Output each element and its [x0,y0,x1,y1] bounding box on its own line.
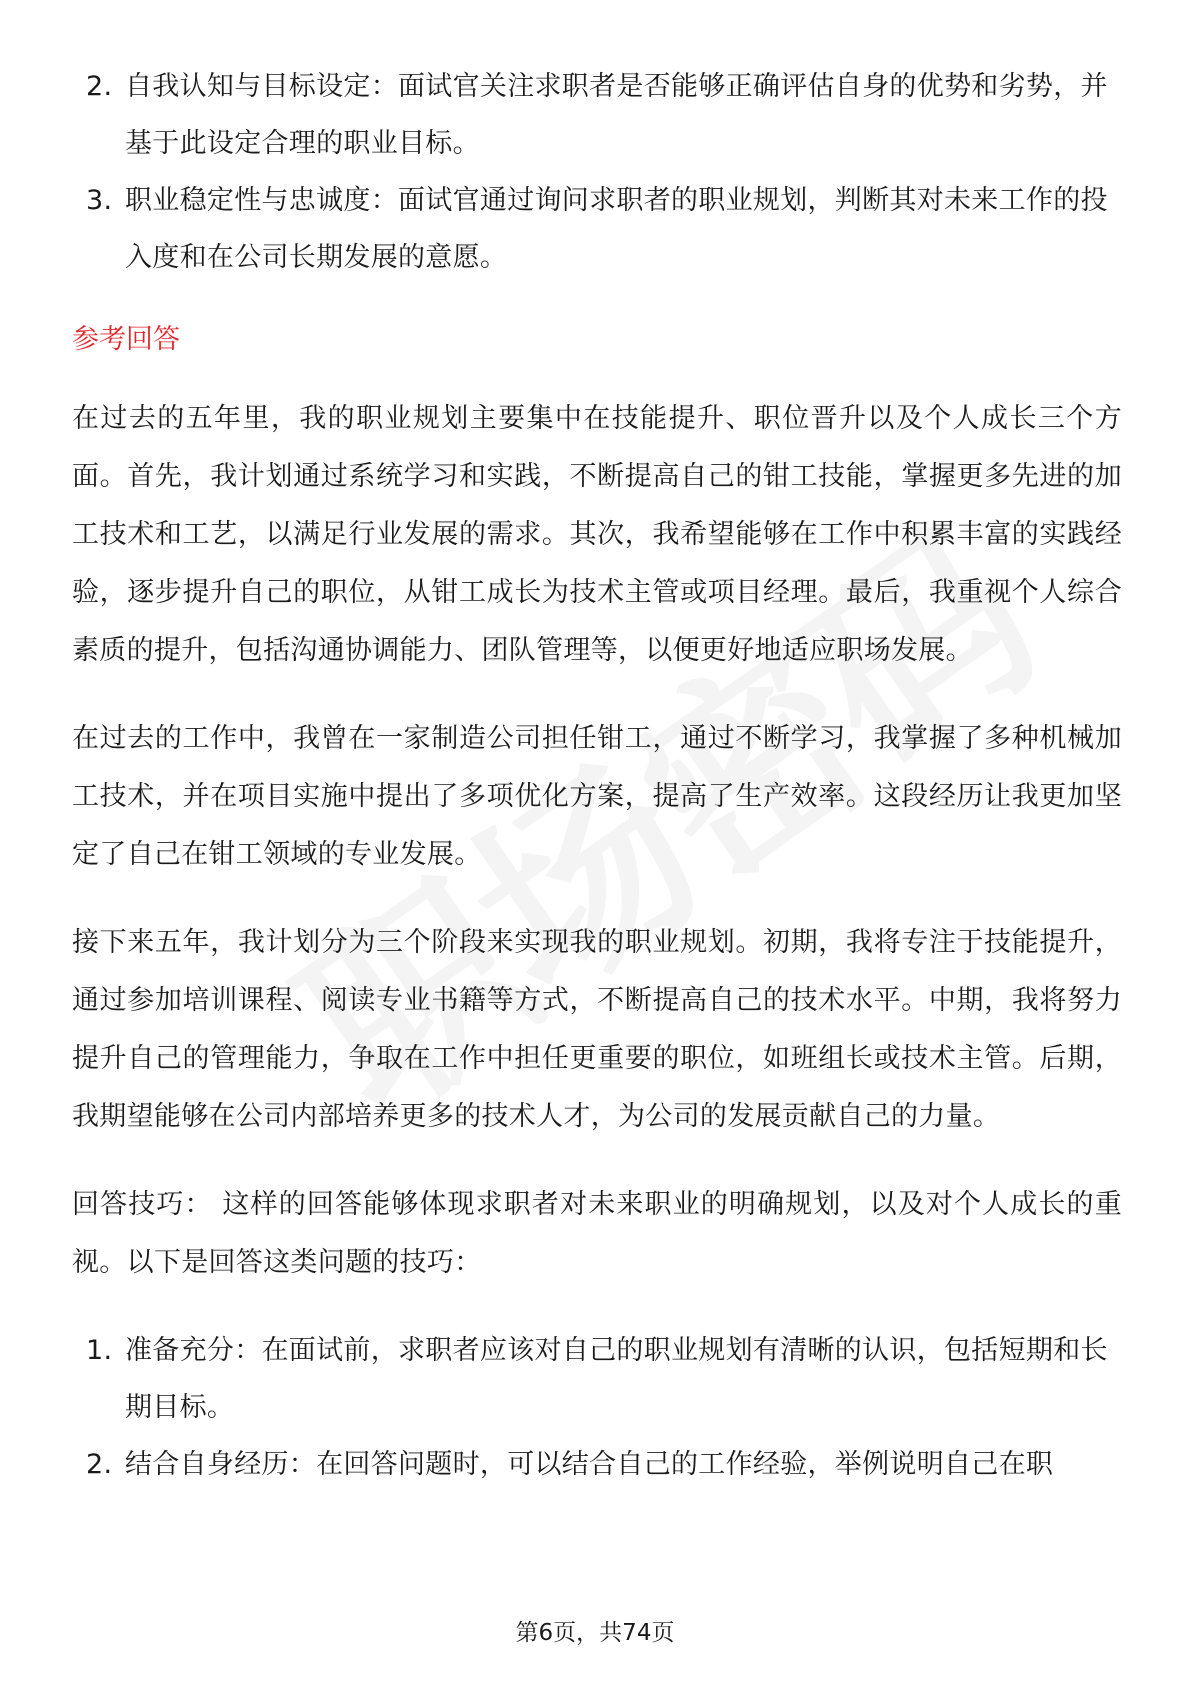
top-numbered-list [72,58,1122,286]
list-number: 2. [86,1449,113,1480]
page-content [72,58,1122,1493]
list-number: 1. [86,1335,113,1366]
list-number: 2. [86,71,113,102]
section-title: 参考回答 [72,324,180,355]
page-number-footer: 第6页，共74页 [515,1620,675,1646]
tips-numbered-list [72,1322,1122,1493]
list-item [72,1322,1122,1436]
list-item [72,58,1122,172]
list-number: 3. [86,185,113,216]
list-item [72,172,1122,286]
answer-paragraph: 在过去的五年里，我的职业规划主要集中在技能提升、职位晋升以及个人成长三个方面。首先，我计划通过系统学习和实践，不断提高自己的钳工技能，掌握更多先进的加工技术和工艺，以满足行业发展的需求。其次，我希望能够在工作中积累丰富的实践经验，逐步提升自己的职位，从钳工成长为技术主管或项目经理。最后，我重视个人综合素质的提升，包括沟通协调能力、团队管理等，以便更好地适应职场发展。 [72,403,1122,666]
list-item [72,1436,1122,1493]
tips-intro-paragraph: 回答技巧： 这样的回答能够体现求职者对未来职业的明确规划，以及对个人成长的重视。以下是回答这类问题的技巧： [72,1189,1122,1278]
answer-paragraph: 在过去的工作中，我曾在一家制造公司担任钳工，通过不断学习，我掌握了多种机械加工技术，并在项目实施中提出了多项优化方案，提高了生产效率。这段经历让我更加坚定了自己在钳工领域的专业发展。 [72,723,1122,870]
answer-paragraph: 接下来五年，我计划分为三个阶段来实现我的职业规划。初期，我将专注于技能提升，通过参加培训课程、阅读专业书籍等方式，不断提高自己的技术水平。中期，我将努力提升自己的管理能力，争取在工作中担任更重要的职位，如班组长或技术主管。后期，我期望能够在公司内部培养更多的技术人才，为公司的发展贡献自己的力量。 [72,927,1122,1132]
list-item-text: 自我认知与目标设定：面试官关注求职者是否能够正确评估自身的优势和劣势，并基于此设定合理的职业目标。 [125,71,1108,159]
list-item-text: 准备充分：在面试前，求职者应该对自己的职业规划有清晰的认识，包括短期和长期目标。 [125,1335,1108,1423]
list-item-text: 职业稳定性与忠诚度：面试官通过询问求职者的职业规划，判断其对未来工作的投入度和在公司长期发展的意愿。 [125,185,1108,273]
list-item-text: 结合自身经历：在回答问题时，可以结合自己的工作经验，举例说明自己在职 [125,1449,1054,1480]
